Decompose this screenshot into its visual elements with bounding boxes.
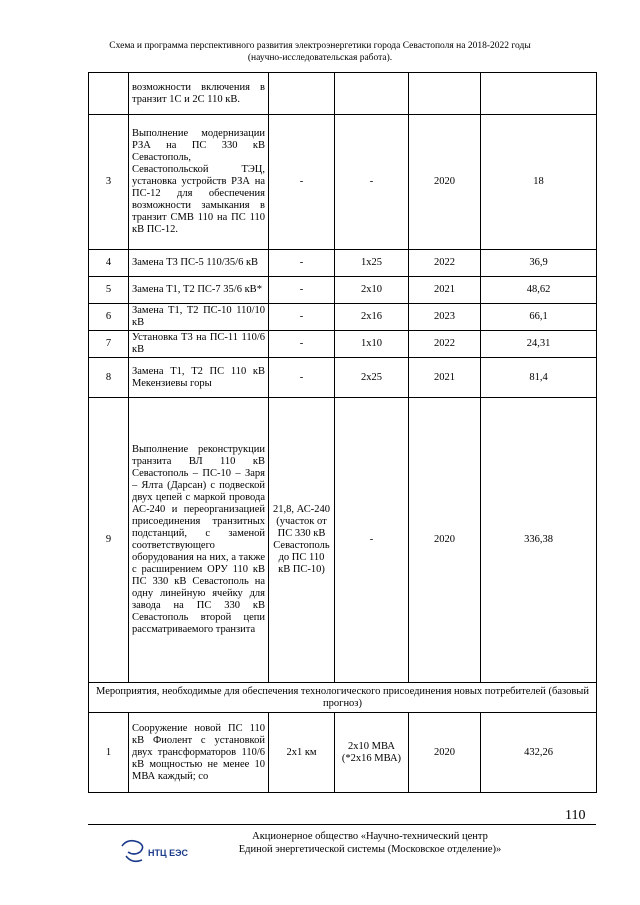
row-description: возможности включения в транзит 1С и 2С 110 кВ. bbox=[129, 73, 269, 115]
row-cost: 336,38 bbox=[481, 398, 597, 683]
row-length: - bbox=[269, 250, 335, 277]
row-length: - bbox=[269, 115, 335, 250]
row-year: 2022 bbox=[409, 250, 481, 277]
row-length: - bbox=[269, 304, 335, 331]
row-number bbox=[89, 73, 129, 115]
row-description: Выполнение модернизации РЗА на ПС 330 кВ Севастополь, Севастопольской ТЭЦ, установка устройств РЗА на ПС-12 для обеспечения возможности замыкания в транзит СМВ 110 на ПС 110 кВ ПС-12. bbox=[129, 115, 269, 250]
footer-divider bbox=[88, 824, 596, 825]
row-description: Замена Т1, Т2 ПС-7 35/6 кВ* bbox=[129, 277, 269, 304]
row-description: Замена Т1, Т2 ПС-10 110/10 кВ bbox=[129, 304, 269, 331]
row-length bbox=[269, 73, 335, 115]
table-row bbox=[89, 398, 597, 683]
row-description: Замена Т3 ПС-5 110/35/6 кВ bbox=[129, 250, 269, 277]
row-number: 9 bbox=[89, 398, 129, 683]
row-number: 8 bbox=[89, 358, 129, 398]
row-number: 5 bbox=[89, 277, 129, 304]
row-number: 4 bbox=[89, 250, 129, 277]
row-length: 2х1 км bbox=[269, 713, 335, 793]
section-heading-row bbox=[89, 683, 597, 713]
row-power: 2х16 bbox=[335, 304, 409, 331]
row-cost bbox=[481, 73, 597, 115]
document-header bbox=[60, 40, 580, 64]
row-year: 2020 bbox=[409, 398, 481, 683]
row-number: 6 bbox=[89, 304, 129, 331]
footer-line-1: Акционерное общество «Научно-технический центр bbox=[252, 831, 488, 842]
header-title: Схема и программа перспективного развития электроэнергетики города Севастополя на 2018-2022 годы bbox=[109, 41, 531, 51]
row-cost: 18 bbox=[481, 115, 597, 250]
row-cost: 432,26 bbox=[481, 713, 597, 793]
page-number: 110 bbox=[565, 808, 586, 823]
row-cost: 36,9 bbox=[481, 250, 597, 277]
row-description: Замена Т1, Т2 ПС 110 кВ Мекензиевы горы bbox=[129, 358, 269, 398]
row-description: Выполнение реконструкции транзита ВЛ 110 кВ Севастополь – ПС-10 – Заря – Ялта (Дарсан) с подвеской двух цепей с маркой провода АС-240 и переорганизацией присоединения транзитных подстанций, с заменой соответствующего оборудования на них, а также с расширением ОРУ 110 кВ ПС 330 кВ Севастополь на одну линейную ячейку для завода на ПС 330 кВ Севастополь второй цепи рассматриваемого транзита bbox=[129, 398, 269, 683]
row-cost: 24,31 bbox=[481, 331, 597, 358]
row-power: - bbox=[335, 398, 409, 683]
row-year: 2023 bbox=[409, 304, 481, 331]
company-logo bbox=[118, 836, 188, 870]
row-length: - bbox=[269, 358, 335, 398]
row-year: 2020 bbox=[409, 713, 481, 793]
document-footer bbox=[210, 830, 530, 856]
row-length: - bbox=[269, 277, 335, 304]
row-cost: 81,4 bbox=[481, 358, 597, 398]
row-number: 7 bbox=[89, 331, 129, 358]
row-description: Сооружение новой ПС 110 кВ Фиолент с установкой двух трансформаторов 110/6 кВ мощностью не менее 10 МВА каждый; со bbox=[129, 713, 269, 793]
row-number: 3 bbox=[89, 115, 129, 250]
row-year: 2020 bbox=[409, 115, 481, 250]
table-row bbox=[89, 277, 597, 304]
footer-line-2: Единой энергетической системы (Московское отделение)» bbox=[238, 844, 502, 855]
row-year: 2021 bbox=[409, 277, 481, 304]
row-length: 21,8, АС-240 (участок от ПС 330 кВ Севастополь до ПС 110 кВ ПС-10) bbox=[269, 398, 335, 683]
section-heading: Мероприятия, необходимые для обеспечения технологического присоединения новых потребителей (базовый прогноз) bbox=[89, 683, 597, 713]
row-power: 2х10 МВА (*2х16 МВА) bbox=[335, 713, 409, 793]
row-power: 2х10 bbox=[335, 277, 409, 304]
logo-mark-icon bbox=[122, 841, 143, 862]
row-power: 1х10 bbox=[335, 331, 409, 358]
row-power bbox=[335, 73, 409, 115]
table-row bbox=[89, 250, 597, 277]
table-row bbox=[89, 115, 597, 250]
table-row bbox=[89, 331, 597, 358]
row-year: 2021 bbox=[409, 358, 481, 398]
measures-table bbox=[88, 72, 597, 793]
table-row bbox=[89, 358, 597, 398]
row-cost: 66,1 bbox=[481, 304, 597, 331]
table-row bbox=[89, 713, 597, 793]
table-row bbox=[89, 73, 597, 115]
logo-text: НТЦ ЕЭС bbox=[148, 848, 188, 858]
row-description: Установка Т3 на ПС-11 110/6 кВ bbox=[129, 331, 269, 358]
row-year bbox=[409, 73, 481, 115]
header-subtitle: (научно-исследовательская работа). bbox=[247, 53, 393, 63]
row-power: 2х25 bbox=[335, 358, 409, 398]
row-year: 2022 bbox=[409, 331, 481, 358]
row-power: - bbox=[335, 115, 409, 250]
row-power: 1х25 bbox=[335, 250, 409, 277]
row-length: - bbox=[269, 331, 335, 358]
table-row bbox=[89, 304, 597, 331]
row-cost: 48,62 bbox=[481, 277, 597, 304]
row-number: 1 bbox=[89, 713, 129, 793]
